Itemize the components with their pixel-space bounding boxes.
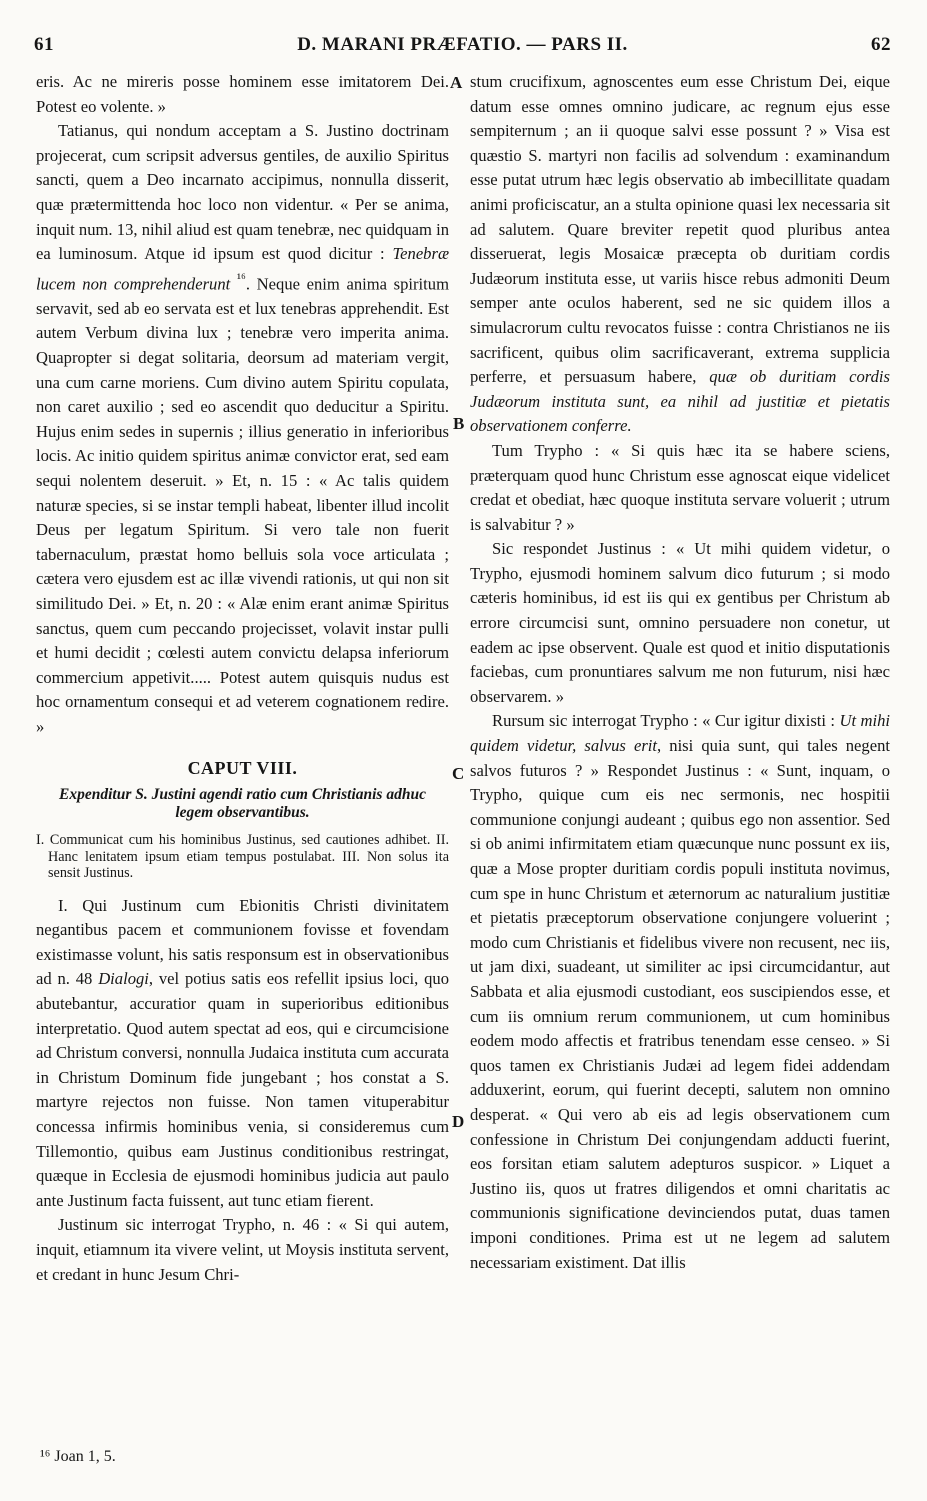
chapter-summary: I. Communicat cum his hominibus Justinus, sed cautiones adhibet. II. Hanc lenitatem ipsum etiam tempus postulabat. III. Non solus ita sensit Justinus.: [36, 832, 449, 882]
chapter-subtitle: Expenditur S. Justini agendi ratio cum Christianis adhuc legem observantibus.: [59, 786, 426, 822]
footnote-ref: ¹⁶: [236, 270, 246, 286]
text-run: Tatianus, qui nondum acceptam a S. Justino doctrinam projecerat, cum scripsit adversus gentiles, de auxilio Spiritus sancti, quem a Deo incarnato accipimus, nonnulla disserit, quæ prætermittenda hoc loco non videntur. « Per se anima, inquit num. 13, nihil aliud est quam tenebræ, nec quidquam in ea luminosum. Atque id ipsum est quod dicitur :: [36, 121, 449, 264]
margin-marker-b: B: [453, 414, 465, 433]
text-run: Rursum sic interrogat Trypho : « Cur igitur dixisti :: [492, 711, 836, 731]
right-column: [470, 70, 890, 1275]
text-run: , nisi quia sunt, qui tales negent salvos futuros ? » Respondet Justinus : « Sunt, inquam, o Trypho, quique cum eis nec sermonis, nec hospitii communione conjungi audeant ; quibus ego non assentior. Sed si ob animi infirmitatem etiam quæcunque nunc possunt ex iis, quæ a Mose propter duritiam cordis populi instituta novimus, cum spe in hunc Christum et æternorum ac naturalium justitiæ et pietatis præceptorum observatione conjungere voluerint ; modo cum Christianis et fidelibus vivere non recusent, nec iis, ut jam dixi, suadeant, ut similiter ac ipsi circumcidantur, aut Sabbata et alia ejusmodi custodiant, eos suscipiendos esse, et cum iis omnium rerum communionem, ut cum hominibus eodem modo affectis et fratribus tenendam esse censeo. » Si quos tamen ex Christianis Judæi ad legem fidei addendam adduxerint, eorum, qui fuerint decepti, salutem non omnino desperat. « Qui vero ab eis ad legis observationem cum confessione in Christum Dei conjungendam adducti fuerint, eos forsitan etiam salutem adepturos suspicor. » Liquet a Justino iis, quos ut fratres diligendos et omni charitatis ac communionis significatione devinciendos putat, duas tamen imponi conditiones. Prima est ut ne legem ad salutem necessariam existiment. Dat illis: [470, 736, 890, 1272]
page-number-left: 61: [34, 34, 54, 55]
paragraph: [470, 709, 890, 1275]
paragraph: Tum Trypho : « Si quis hæc ita se habere sciens, præterquam quod hunc Christum esse agnoscat eique videlicet credat et obediat, hæc quoque instituta servare voluerit ; utrum is salvabitur ? »: [470, 440, 890, 534]
text-run: . Neque enim anima spiritum servavit, sed ab eo servata est et lux tenebras apprehendit. Est autem Verbum divina lux ; tenebræ vero imperita anima. Quapropter si degat solitaria, deorsum ad materiam vergit, una cum carne moriens. Cum divino autem Spiritu copulata, non caret auxilio ; sed eo ascendit quo deducitur a Spiritu. Hujus enim sedes in supernis ; illius generatio in inferioribus locis. Ac initio quidem spiritus animæ convictor erat, sed eam sequi nolentem deseruit. » Et, n. 15 : « Ac talis quidem naturæ species, si se instar templi habeat, libenter illud incolit Deus per legatum Spiritum. Si vero tale non fuerit tabernaculum, præstat homo belluis sola voce articulata ; cætera vero ejusdem est ac illæ vivendi rationis, ut qui non sit similitudo Dei. » Et, n. 20 : « Alæ enim erant animæ Spiritus sanctus, quem cum peccando projecisset, volavit instar pulli et humi decidit ; cœlesti autem convictu delapsa inferiorum commercium appetivit..... Potest autem quisquis nudus est hoc ornamentum consequi et ad veterem cognationem redire. »: [36, 274, 449, 736]
running-title: D. MARANI PRÆFATIO. — PARS II.: [297, 34, 628, 55]
margin-marker-d: D: [452, 1112, 465, 1131]
text-run: , vel potius satis eos refellit ipsius loci, quo abutebantur, accuratior quam in superioribus editionibus interpretatio. Quod autem spectat ad eos, qui e circumcisione ad Christum conversi, nonnulla Judaica instituta cum accurata in Christum Dominum fide jungebant ; hos constat a S. martyre rejectos non fuisse. Non tamen vituperabitur concessa infirmis hominibus venia, si consideremus cum Tillemontio, quibus eam Justinus conditionibus restringat, quæque in Ecclesia de ejusmodi hominibus judicia aut paulo ante Justinum facta fuissent, aut tunc etiam fierent.: [36, 969, 449, 1210]
paragraph: Sic respondet Justinus : « Ut mihi quidem videtur, o Trypho, ejusmodi hominem salvum dico futurum ; si modo cæteris hominibus, id est iis qui ex gentibus per Christum ab errore circumcisi sunt, omnino persuadere non conetur, ut eadem ac ipse observent. Quale est quod et initio disputationis faciebas, cum pronuntiares salvum me non futurum, nisi hæc observarem. »: [470, 539, 890, 706]
left-column: [36, 70, 449, 1287]
paragraph: [36, 119, 449, 739]
footnote: ¹⁶ Joan 1, 5.: [40, 1448, 116, 1465]
text-run: stum crucifixum, agnoscentes eum esse Christum Dei, eique datum esse omnes omnino judicare, ac regnum ejus esse sempiternum ; an ii quoque salvi esse possunt ? » Visa est quæstio S. martyri non facilis ad solvendum : examinandum esse putat utrum hæc legis observatio ab imbecillitate quadam animi proficiscatur, an a stulta opinione quasi lex necessaria sit ad salutem. Quare breviter repetit quod pluribus antea disseruerat, legis Mosaicæ præcepta ob duritiam cordis Judæorum instituta esse, ut variis hisce rebus admoniti Deum semper ante oculos haberent, sed ne sic quidem illos a simulacrorum cultu revocatos fuisse : contra Christianos ne iis sacrificent, quibus olim sacrificaverant, extrema supplicia perferre, et persuasum habere,: [470, 72, 890, 387]
margin-marker-c: C: [452, 764, 465, 783]
running-head: [34, 34, 891, 58]
quotation: Tenebræ lucem non comprehenderunt: [36, 244, 450, 294]
paragraph: [470, 70, 890, 439]
margin-marker-a: A: [450, 73, 463, 92]
italic-title: Dialogi: [98, 969, 149, 989]
paragraph: Justinum sic interrogat Trypho, n. 46 : « Si qui autem, inquit, etiamnum ita vivere velint, ut Moysis instituta servent, et credant in hunc Jesum Chri-: [36, 1215, 449, 1284]
paragraph: eris. Ac ne mireris posse hominem esse imitatorem Dei. Potest eo volente. »: [36, 72, 449, 116]
quotation: quæ ob duritiam cordis Judæorum instituta sunt, ea nihil ad justitiæ et pietatis observationem conferre.: [470, 367, 890, 436]
page-number-right: 62: [871, 34, 891, 55]
paragraph: [36, 894, 449, 1214]
chapter-title: CAPUT VIII.: [187, 757, 298, 778]
text-run: I. Qui Justinum cum Ebionitis Christi divinitatem negantibus pacem et communionem fovisse et fovendam existimasse volunt, his satis responsum est in observationibus ad n. 48: [36, 895, 449, 989]
quotation: Ut mihi quidem videtur, salvus erit: [470, 711, 890, 756]
